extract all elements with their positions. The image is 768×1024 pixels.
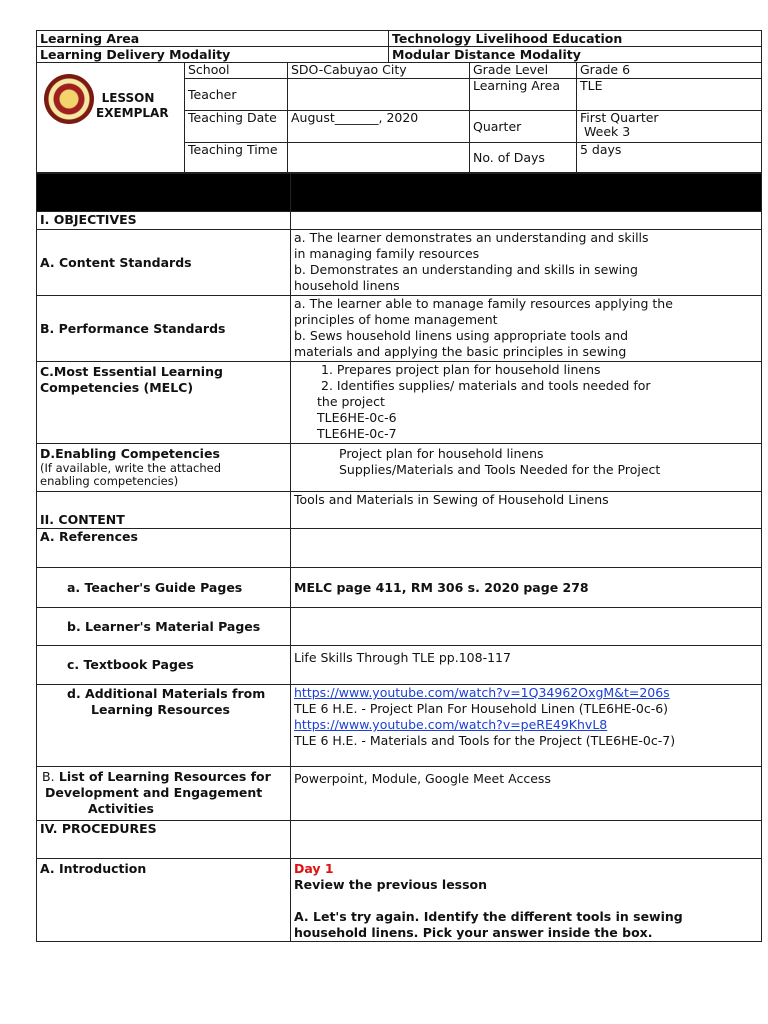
learners-material-value: [291, 608, 762, 646]
textbook-label: c. Textbook Pages: [37, 646, 291, 685]
melc-line: the project: [317, 394, 385, 409]
teaching-date-value: August_______, 2020: [288, 111, 470, 143]
days-label: No. of Days: [470, 143, 577, 173]
learning-area-row: [37, 31, 762, 47]
additional-label-line: d. Additional Materials from: [67, 686, 266, 701]
blank-line: [294, 893, 758, 909]
teachers-guide-value: MELC page 411, RM 306 s. 2020 page 278: [291, 568, 762, 608]
day-label: Day 1: [294, 861, 334, 876]
additional-materials-label: [37, 685, 291, 767]
learning-area-label: Learning Area: [37, 31, 389, 47]
enabling-label: [37, 444, 291, 492]
list-resources-label: [37, 767, 291, 821]
additional-materials-value: [291, 685, 762, 767]
teachers-guide-label: a. Teacher's Guide Pages: [37, 568, 291, 608]
black-band-left: [37, 174, 291, 212]
learning-area-value: Technology Livelihood Education: [389, 31, 762, 47]
enabling-sub: (If available, write the attached: [40, 461, 221, 475]
list-resources-value: Powerpoint, Module, Google Meet Access: [291, 767, 762, 821]
objectives-heading: I. OBJECTIVES: [37, 212, 291, 230]
title-table: [36, 30, 762, 63]
performance-standards-label: B. Performance Standards: [37, 296, 291, 362]
content-standards-label: A. Content Standards: [37, 230, 291, 296]
list-resources-line: Development and Engagement: [45, 785, 263, 800]
teaching-date-label: Teaching Date: [185, 111, 288, 143]
content-standards-line: in managing family resources: [294, 246, 480, 261]
melc-label-line: Competencies (MELC): [40, 380, 194, 395]
additional-text-1: TLE 6 H.E. - Project Plan For Household Linen (TLE6HE-0c-6): [294, 701, 669, 716]
list-resources-line: [40, 767, 287, 785]
performance-standards-value: [291, 296, 762, 362]
introduction-value: [291, 859, 762, 942]
list-resources-prefix: B.: [42, 769, 55, 784]
performance-standards-line: principles of home management: [294, 312, 498, 327]
enabling-value: [291, 444, 762, 492]
references-label: A. References: [37, 529, 291, 568]
days-value: 5 days: [577, 143, 762, 173]
procedures-heading: IV. PROCEDURES: [37, 821, 291, 859]
quarter-label: Quarter: [470, 111, 577, 143]
teacher-label: Teacher: [185, 79, 288, 111]
objectives-value: [291, 212, 762, 230]
modality-value: Modular Distance Modality: [389, 47, 762, 63]
youtube-link-2[interactable]: https://www.youtube.com/watch?v=peRE49KhvL8: [294, 717, 608, 732]
deped-seal-icon: [44, 74, 94, 124]
teaching-time-value: [288, 143, 470, 173]
quarter-text: First Quarter: [580, 110, 659, 125]
performance-standards-line: materials and applying the basic principles in sewing: [294, 344, 627, 359]
references-value: [291, 529, 762, 568]
additional-label-line: Learning Resources: [91, 702, 230, 717]
grade-value: Grade 6: [577, 63, 762, 79]
black-band-right: [291, 174, 762, 212]
week-text: Week 3: [584, 124, 631, 139]
melc-label-line: C.Most Essential Learning: [40, 364, 223, 379]
enabling-line: Project plan for household linens: [339, 446, 544, 461]
melc-value: [291, 362, 762, 444]
header-table: [36, 62, 762, 173]
introduction-label: A. Introduction: [37, 859, 291, 942]
school-value: SDO-Cabuyao City: [288, 63, 470, 79]
procedures-value: [291, 821, 762, 859]
content-heading: II. CONTENT: [37, 492, 291, 529]
content-standards-line: household linens: [294, 278, 400, 293]
youtube-link-1[interactable]: https://www.youtube.com/watch?v=1Q34962OxgM&t=206s: [294, 685, 670, 700]
enabling-sub: enabling competencies): [40, 474, 179, 488]
additional-text-2: TLE 6 H.E. - Materials and Tools for the Project (TLE6HE-0c-7): [294, 733, 676, 748]
content-standards-value: [291, 230, 762, 296]
melc-line: 1. Prepares project plan for household linens: [321, 362, 601, 377]
logo-cell: [37, 63, 185, 173]
learners-material-label: b. Learner's Material Pages: [37, 608, 291, 646]
enabling-line: Supplies/Materials and Tools Needed for the Project: [339, 462, 661, 477]
black-band-row: [37, 174, 762, 212]
list-resources-line: Activities: [88, 801, 154, 816]
enabling-label-text: D.Enabling Competencies: [40, 446, 220, 461]
performance-standards-line: a. The learner able to manage family resources applying the: [294, 296, 673, 311]
learning-area-short-label: Learning Area: [470, 79, 577, 111]
lesson-exemplar-title: LESSON EXEMPLAR: [96, 91, 169, 120]
textbook-value: Life Skills Through TLE pp.108-117: [291, 646, 762, 685]
melc-label: [37, 362, 291, 444]
school-label: School: [185, 63, 288, 79]
content-standards-line: a. The learner demonstrates an understanding and skills: [294, 230, 649, 245]
modality-label: Learning Delivery Modality: [37, 47, 389, 63]
teaching-time-label: Teaching Time: [185, 143, 288, 173]
learning-area-short-value: TLE: [577, 79, 762, 111]
performance-standards-line: b. Sews household linens using appropriate tools and: [294, 328, 629, 343]
teacher-value: [288, 79, 470, 111]
quarter-value: [577, 111, 762, 143]
melc-line: TLE6HE-0c-6: [317, 410, 397, 425]
activity-text: A. Let's try again. Identify the different tools in sewing: [294, 909, 683, 924]
melc-line: 2. Identifies supplies/ materials and tools needed for: [321, 378, 651, 393]
content-standards-line: b. Demonstrates an understanding and skills in sewing: [294, 262, 638, 277]
content-value: Tools and Materials in Sewing of Household Linens: [291, 492, 762, 529]
modality-row: [37, 47, 762, 63]
lesson-table: [36, 173, 762, 942]
list-resources-text: List of Learning Resources for: [58, 769, 271, 784]
review-text: Review the previous lesson: [294, 877, 488, 892]
melc-line: TLE6HE-0c-7: [317, 426, 397, 441]
activity-text: household linens. Pick your answer inside the box.: [294, 925, 653, 940]
grade-label: Grade Level: [470, 63, 577, 79]
